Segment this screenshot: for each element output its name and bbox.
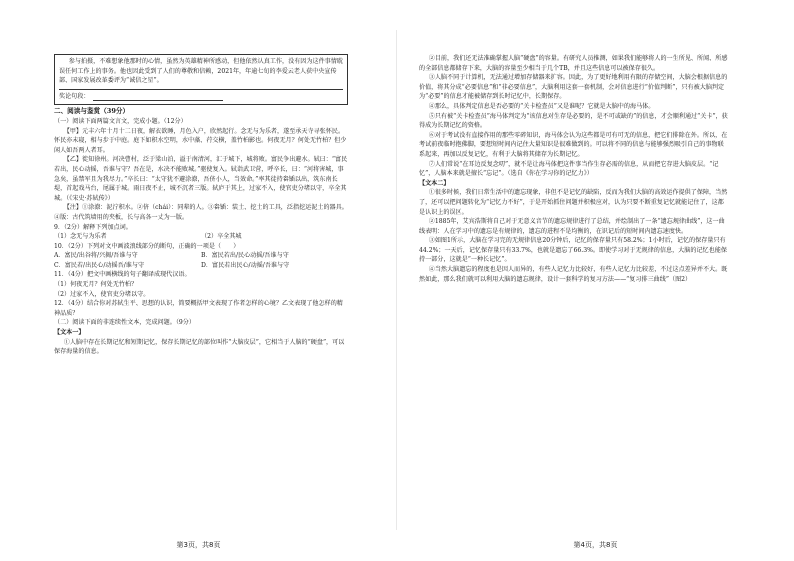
text2-paragraph-2: ②1885年，艾宾浩斯将自己对于无意义音节的遗忘规律进行了总结，并绘制出了一条“遗忘规律曲线”，这一曲线表明：人在学习中的遗忘是有规律的，遗忘的进程不是均衡的，在识记后的短时间内遗忘速度快。 bbox=[419, 218, 725, 235]
q10-option-b[interactable]: B．富民若出/民心动摇/吾谁与守 bbox=[201, 252, 289, 260]
subsection-2: （二）阅读下面的非连续性文本，完成问题。（9分） bbox=[54, 319, 195, 327]
passage-note: 【注】①涂潦：泥泞积水。②侪（chái）：同辈的人。③畚锸：装土、挖土的工具，泛指挖运泥土的器具。④版：古代筑墙用的夹板，长与高各一丈为一版。 bbox=[54, 204, 348, 221]
text1-paragraph-4: ④那么，具体判定信息是否必要的“关卡检查员”又是谁呢？它就是大脑中的海马体。 bbox=[428, 102, 655, 110]
question-9-items bbox=[54, 232, 348, 242]
passage-yi: 【乙】徙知徐州。河决曹村，泛于梁山泊，溢于南清河，汇于城下，城将败。富民争出避水。轼曰：“富民若出，民心动摇，吾谁与守？吾在是，水决不能败城。”驱使复入。轼诣武卫营，呼卒长，曰：“河将害城，事急矣，虽禁军且为我尽力。”卒长曰：“太守犹不避涂潦，吾侪小人，当效命。”率其徒持畚锸以出，筑东南长堤，首起戏马台，尾属于城。雨日夜不止，城不沉者三版。轼庐于其上，过家不入，使官吏分堵以守，卒全其城。（《宋史·苏轼传》） bbox=[54, 156, 348, 202]
text1-paragraph-2: ②目前，我们还无法准确掌握人脑“硬盘”的容量。有研究人员推测，如果我们能够将人的一生所见、所闻、所感的全部信息都储存下来，大脑的容量至少相当于几个TB，并且这些信息可以被保存很久。 bbox=[419, 55, 728, 72]
question-12: 12．（4分）结合你对苏轼生平、思想的认识，简要概括甲文表现了作者怎样的心境？乙文表现了他怎样的精神品质？ bbox=[54, 300, 343, 317]
text2-paragraph-4: ④当然大脑遗忘的程度也是因人而异的，有些人记忆力比较好，有些人记忆力比较差，不过这点差异并不大。既然如此，那么我们就可以利用大脑的遗忘规律，设计一套科学的复习方法——“复习排三曲线”（图2） bbox=[419, 266, 728, 283]
page-number-left: 第3页，共8页 bbox=[176, 541, 221, 549]
box-text: 参与拍摄，不难想象他那时的心情，虽然为英雄精神所感动，但他依然认真工作，没有因为这件事情耽误任何工作上的事务。他也因此受到了人们的尊敬和信赖，2021年，年逾七旬的李爱云老人获中央宣传部、国家发展改革委评为“诚信之星”。 bbox=[59, 58, 343, 85]
subsection-1: （一）阅读下面两篇文言文，完成小题。（12分） bbox=[54, 117, 187, 125]
right-column bbox=[419, 54, 729, 524]
prize-row bbox=[59, 89, 343, 102]
answer-line[interactable] bbox=[93, 93, 223, 101]
box-label: 奖论句段： bbox=[59, 92, 90, 100]
q10-option-c[interactable]: C．富民若/出民心/动摇吾/谁与守 bbox=[54, 261, 145, 269]
q10-option-d[interactable]: D．富民若出民心/动摇/吾谁与守 bbox=[201, 261, 290, 269]
text1-paragraph-3: ③人脑不同于计算机，无法通过增加存储器来扩容。因此，为了更好地利用有限的存储空间，大脑会根据信息的价值，将其分成“必要信息”和“非必要信息”，大脑利用这套一套机制，会对信息进行“价值判断”，只有被大脑判定为“必要”的信息才能被储存到长时记忆中，长期保存。 bbox=[419, 74, 728, 101]
text2-paragraph-1: ①很多时候，我们日常生活中的遗忘现象，非但不是记忆的缺陷，反而为我们大脑的高效运作提供了保障，当然了，还可以把问题转化为“记忆力不好”，于是开始抓住问题并积极应对，认为只要不断重复记忆就能记住了，这都是认识上的误区。 bbox=[419, 189, 728, 216]
text2-label: 【文本二】 bbox=[419, 179, 450, 187]
question-11-1: （1）何夜无月？何处无竹柏？ bbox=[54, 281, 138, 289]
boxed-passage bbox=[54, 54, 348, 105]
passage-jia: 【甲】元丰六年十月十二日夜，解衣欲睡，月色入户，欣然起行。念无与为乐者，遂至承天寺寻张怀民。怀民亦未寝，相与步于中庭。庭下如积水空明，水中藻、荇交横，盖竹柏影也。何夜无月？何处无竹柏？但少闲人如吾两人者耳。 bbox=[54, 127, 347, 154]
page-right bbox=[397, 0, 794, 561]
section-heading: 二、阅读与鉴赏（39分） bbox=[54, 107, 130, 116]
q9-item-2: （2）卒全其城 bbox=[201, 233, 242, 241]
text1-paragraph-5: ⑤只有被“关卡检查员”海马体判定为“该信息对生存是必要的，是不可或缺的”的信息，才会顺利通过“关卡”，获得成为长期记忆的资格。 bbox=[419, 112, 728, 130]
text1-paragraph-7: ⑦人们常说“在耳边反复念叨”，就不是让海马体把这件事当作生存必需的信息，从而把它存进大脑皮层。“记忆”，人脑本来就是擅长“忘记”。（选自《你在学习你的记忆力》） bbox=[419, 160, 719, 178]
left-column bbox=[54, 54, 348, 524]
page-number-right: 第4页，共8页 bbox=[573, 541, 618, 549]
text1-label: 【文本一】 bbox=[54, 329, 85, 337]
text2-paragraph-3: ③如图1所示，大脑在学习完的无规律信息20分钟后，记忆的保存量只有58.2%；1小时后，记忆的保存量只有44.2%；一天后，记忆保存量只有33.7%，也就是遗忘了66.3%。即使学习对于无规律的信息，大脑的记忆也能保持一部分，这就是“一种长记忆”。 bbox=[419, 237, 727, 264]
q10-option-a[interactable]: A．富民/出谷将/兴揭/吾谁与守 bbox=[54, 252, 138, 260]
question-9: 9．（2分）解释下列加点词。 bbox=[54, 223, 132, 231]
q9-item-1: （1）念无与为乐者 bbox=[54, 233, 107, 241]
question-11: 11．（4分）把文中画横线的句子翻译成现代汉语。 bbox=[54, 271, 191, 279]
question-10-options bbox=[54, 251, 348, 270]
question-11-2: （2）过家不入，使官吏分堵以守。 bbox=[54, 290, 150, 298]
question-10: 10．（2分）下列对文中画波浪线部分的断句，正确的一项是（ ） bbox=[54, 242, 240, 250]
text1-paragraph-1: ①人脑中存在长期记忆和短期记忆，保存长期记忆的部位叫作“大脑皮层”，它相当于人脑的“硬盘”，可以保存海量的信息。 bbox=[54, 338, 345, 356]
text1-paragraph-6: ⑥对于考试没有直接作用的那些零碎知识，海马体会认为这些都是可有可无的信息，把它们排除在外。所以，在考试前夜临时抱佛脚，要想短时间内记住大量知识是很难做到的。可以将不同的信息与能够强烈吸引自己的事物联系起来，再加以反复记忆，有利于大脑将其储存为长期记忆。 bbox=[419, 131, 728, 158]
